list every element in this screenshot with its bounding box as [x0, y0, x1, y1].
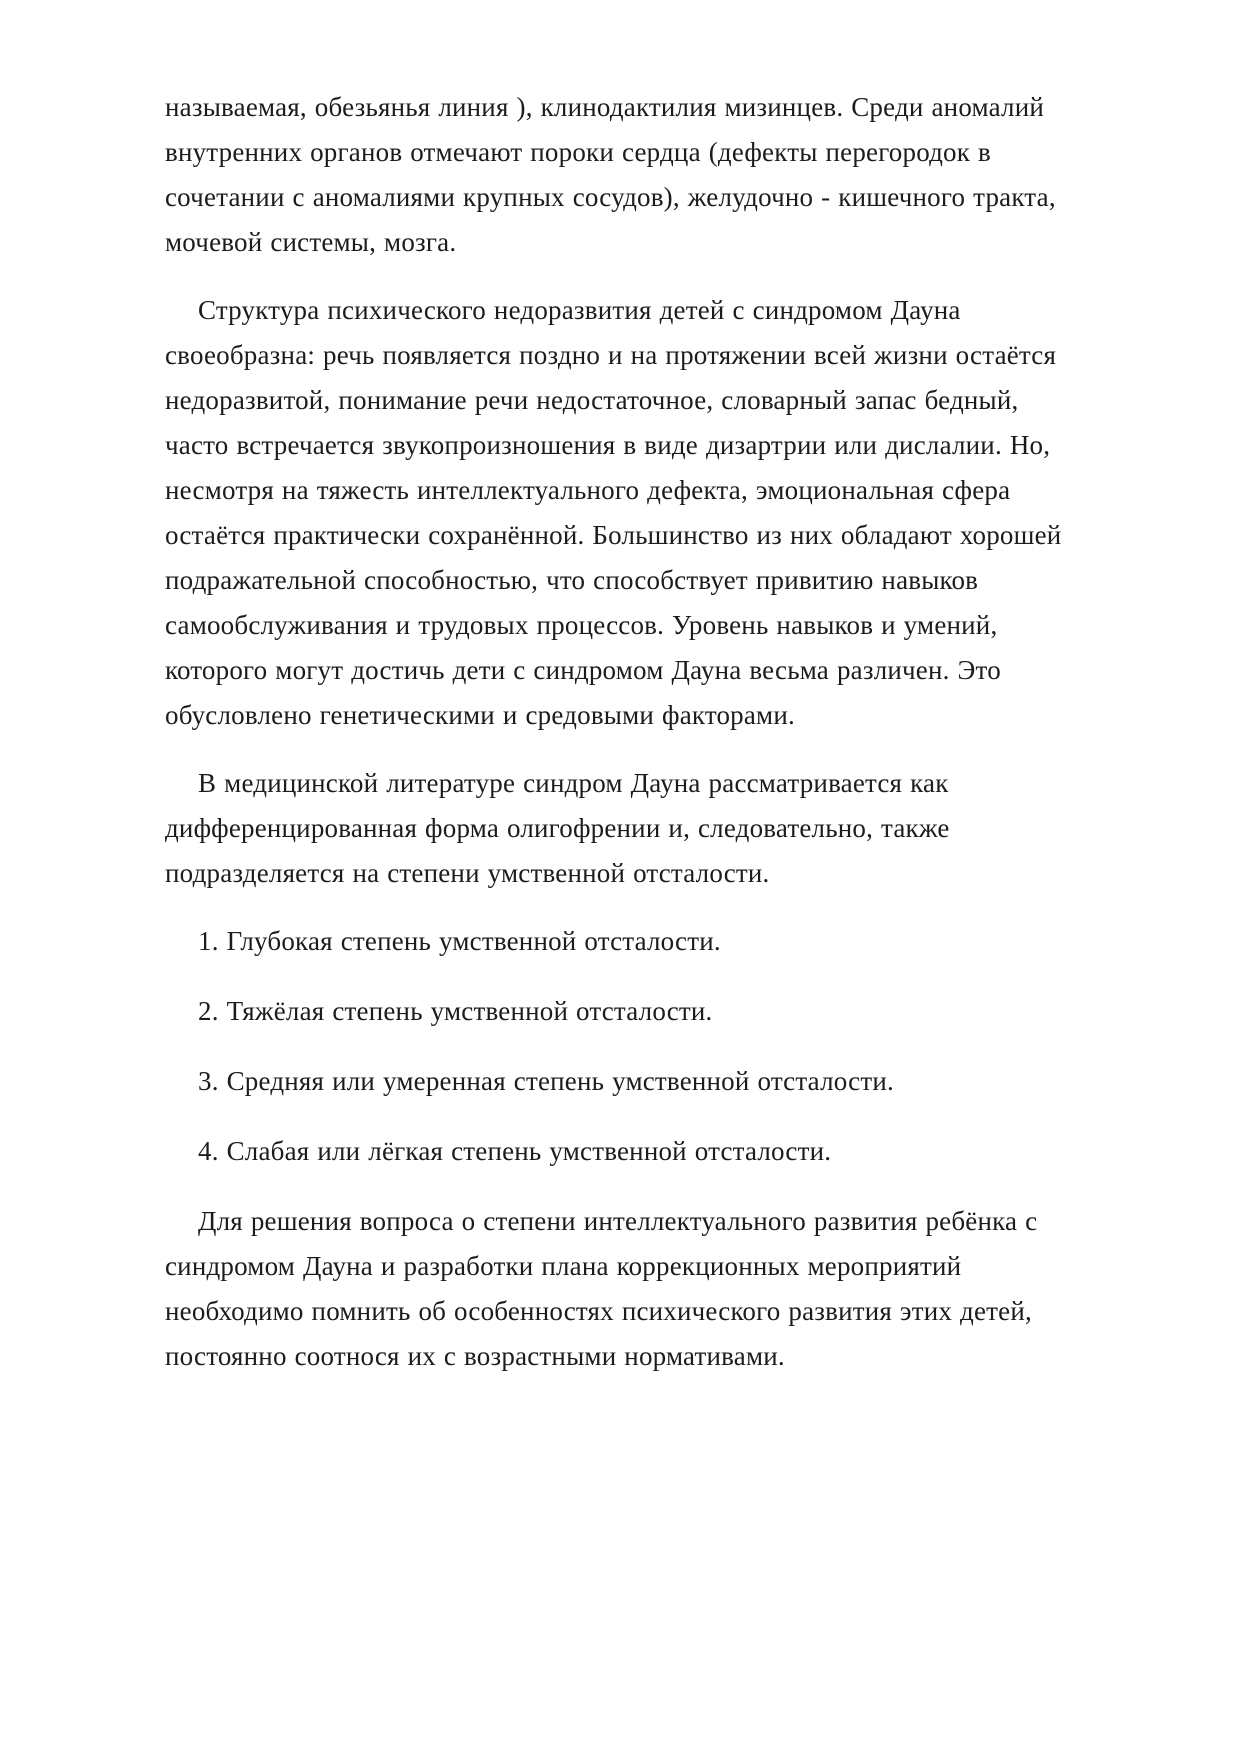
paragraph-anomalies-continuation: называемая, обезьянья линия ), клинодактилия мизинцев. Среди аномалий внутренних органов отмечают пороки сердца (дефекты перегородок в сочетании с аномалиями крупных сосудов), желудочно - кишечного тракта, мочевой системы, мозга.: [165, 92, 1056, 257]
list-item-degree-3: 3. Средняя или умеренная степень умственной отсталости.: [198, 1066, 894, 1096]
paragraph-mental-underdevelopment-structure: Структура психического недоразвития детей с синдромом Дауна своеобразна: речь появляется поздно и на протяжении всей жизни остаётся недоразвитой, понимание речи недостаточное, словарный запас бедный, часто встречается звукопроизношения в виде дизартрии или дислалии. Но, несмотря на тяжесть интеллектуального дефекта, эмоциональная сфера остаётся практически сохранённой. Большинство из них обладают хорошей подражательной способностью, что способствует привитию навыков самообслуживания и трудовых процессов. Уровень навыков и умений, которого могут достичь дети с синдромом Дауна весьма различен. Это обусловлено генетическими и средовыми факторами.: [165, 295, 1062, 730]
list-item-degree-4: 4. Слабая или лёгкая степень умственной отсталости.: [198, 1136, 832, 1166]
paragraph-medical-literature: В медицинской литературе синдром Дауна рассматривается как дифференцированная форма олигофрении и, следовательно, также подразделяется на степени умственной отсталости.: [165, 768, 950, 888]
list-item-degree-1: 1. Глубокая степень умственной отсталости.: [198, 926, 721, 956]
paragraph-correction-plan: Для решения вопроса о степени интеллектуального развития ребёнка с синдромом Дауна и разработки плана коррекционных мероприятий необходимо помнить об особенностях психического развития этих детей, постоянно соотнося их с возрастными нормативами.: [165, 1206, 1038, 1371]
list-item-degree-2: 2. Тяжёлая степень умственной отсталости.: [198, 996, 713, 1026]
